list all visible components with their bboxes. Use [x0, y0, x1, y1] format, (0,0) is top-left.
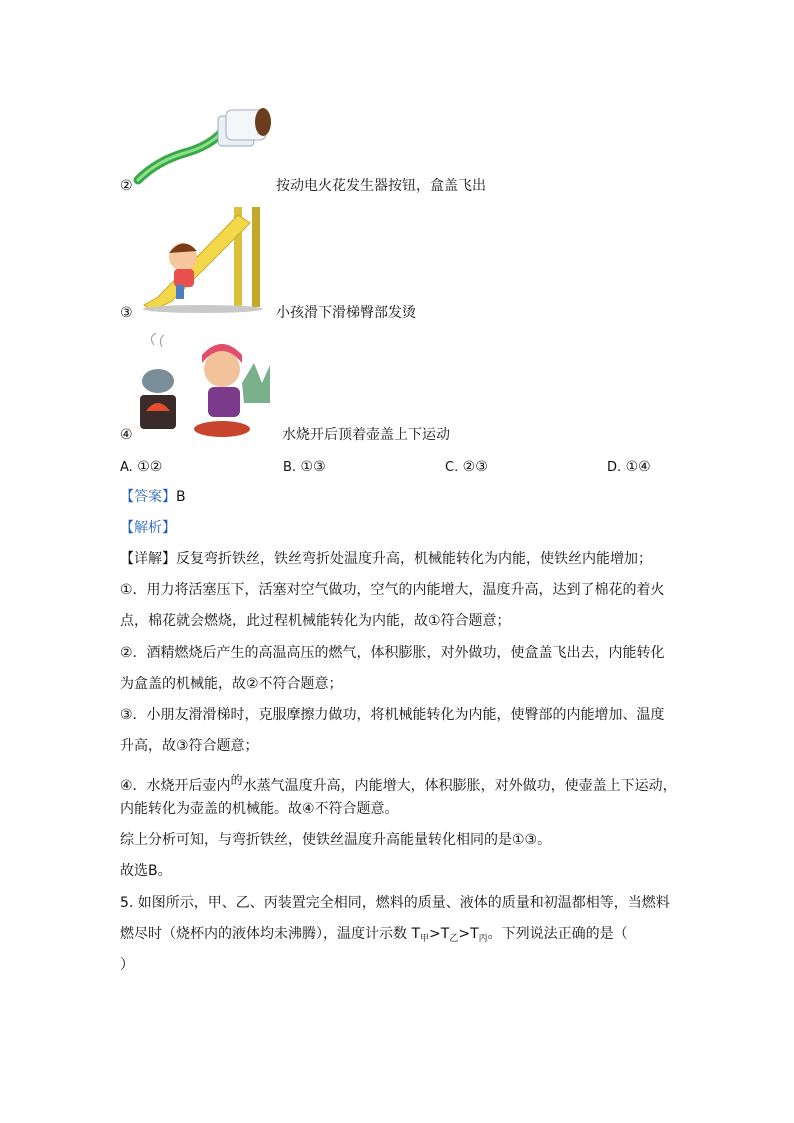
option-d[interactable]	[607, 457, 651, 478]
detail-line-5: ③．小朋友滑滑梯时，克服摩擦力做功，将机械能转化为内能，使臀部的内能增加、温度	[120, 707, 665, 723]
answer-value: B	[176, 489, 186, 505]
q5-sub-jia: 甲	[420, 934, 430, 944]
detail-line-3: ②．酒精燃烧后产生的高温高压的燃气，体积膨胀，对外做功，使盒盖飞出去，内能转化	[120, 645, 665, 661]
detail-tag: 【详解】	[120, 551, 176, 567]
answer-line	[120, 487, 186, 507]
detail-line-4: 为盒盖的机械能，故②不符合题意；	[120, 676, 343, 692]
q5-sub-bing: 丙	[478, 934, 488, 944]
detail-line-7a: ④．水烧开后壶内	[120, 778, 231, 794]
item-4-number: ④	[120, 427, 133, 443]
option-c-label: C.	[445, 460, 459, 475]
detail-line-7	[120, 770, 677, 796]
detail-line-1: ①．用力将活塞压下，活塞对空气做功，空气的内能增大，温度升高，达到了棉花的着火	[120, 582, 665, 598]
question5-line2	[120, 924, 628, 949]
option-a[interactable]	[120, 457, 162, 478]
question5-line3: ）	[120, 957, 134, 973]
q5-t-3: T	[470, 926, 479, 942]
spark-generator-image	[128, 100, 273, 192]
detail-line-8: 内能转化为壶盖的机械能。故④不符合题意。	[120, 801, 399, 817]
q5-text-a: 燃尽时（烧杯内的液体均未沸腾），温度计示数 T	[120, 926, 421, 942]
analysis-tag: 【解析】	[120, 520, 176, 536]
question5-line1: 5. 如图所示，甲、乙、丙装置完全相同，燃料的质量、液体的质量和初温都相等，当燃料	[120, 895, 670, 911]
option-b-label: B.	[283, 460, 297, 475]
detail-line-2: 点，棉花就会燃烧，此过程机械能转化为内能，故①符合题意；	[120, 613, 511, 629]
option-a-value: ①②	[137, 459, 163, 475]
option-b[interactable]	[283, 457, 326, 478]
option-b-value: ①③	[300, 459, 326, 475]
detail-line-7-sup: 的	[230, 773, 243, 787]
q5-t-2: T	[440, 926, 450, 942]
detail-text-0: 反复弯折铁丝，铁丝弯折处温度升高，机械能转化为内能，使铁丝内能增加；	[176, 551, 652, 567]
detail-line-6: 升高，故③符合题意；	[120, 738, 259, 754]
option-d-value: ①④	[625, 459, 651, 475]
q5-gt-1: >	[429, 926, 441, 942]
option-c[interactable]	[445, 457, 488, 478]
option-d-label: D.	[607, 460, 622, 475]
detail-line-7b: 水蒸气温度升高，内能增大，体积膨胀，对外做功，使壶盖上下运动，	[242, 778, 677, 794]
item-4-caption: 水烧开后顶着壶盖上下运动	[282, 427, 450, 443]
q5-text-b: 。下列说法正确的是（	[487, 926, 628, 942]
item-2-number: ②	[120, 178, 133, 194]
boiling-kettle-image	[132, 333, 274, 438]
answer-tag: 【答案】	[120, 489, 176, 505]
slide-image	[138, 205, 268, 315]
detail-summary: 综上分析可知，与弯折铁丝，使铁丝温度升高能量转化相同的是①③。	[120, 832, 552, 848]
item-3-number: ③	[120, 305, 133, 321]
q5-sub-yi: 乙	[449, 934, 459, 944]
detail-conclusion: 故选B。	[120, 863, 172, 879]
option-a-label: A.	[120, 460, 133, 475]
q5-gt-2: >	[458, 926, 471, 942]
option-c-value: ②③	[462, 459, 488, 475]
detail-line-0	[120, 549, 652, 569]
item-2-caption: 按动电火花发生器按钮，盒盖飞出	[276, 178, 486, 194]
item-3-caption: 小孩滑下滑梯臀部发烫	[276, 305, 416, 321]
